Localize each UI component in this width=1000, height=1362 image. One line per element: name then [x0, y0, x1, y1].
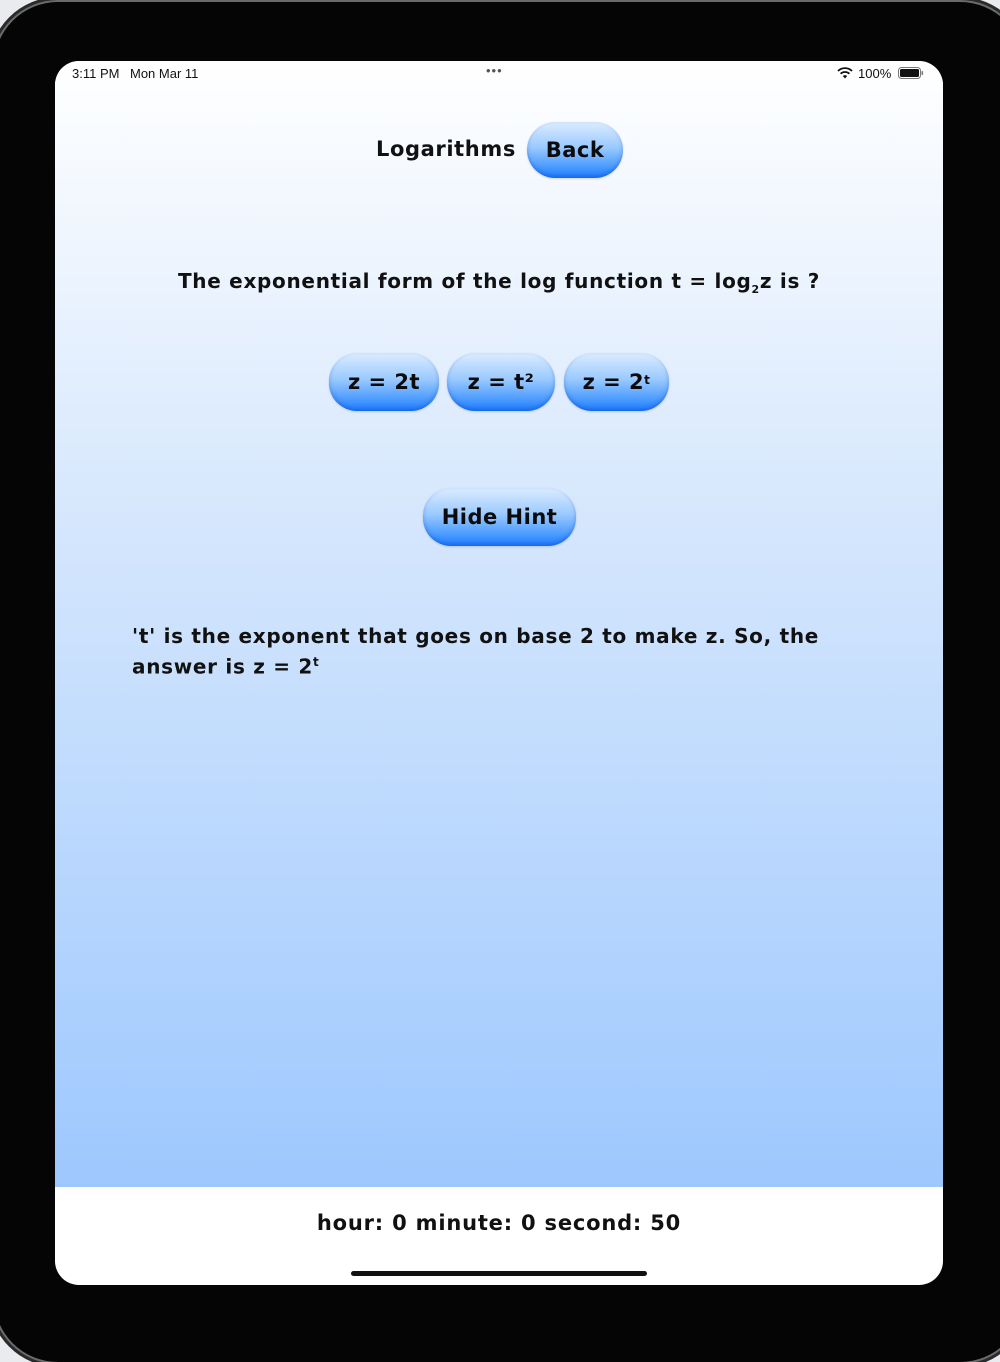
battery-percent: 100%	[858, 66, 892, 81]
content-area	[55, 61, 943, 1187]
answer-2-label: z = t²	[467, 370, 535, 394]
back-button[interactable]: Back	[527, 122, 623, 178]
multitasking-dots-icon[interactable]: •••	[486, 63, 503, 78]
status-time: 3:11 PM	[72, 66, 120, 81]
hint-text	[132, 623, 872, 680]
screen	[55, 61, 943, 1285]
answer-button-3[interactable]	[564, 353, 669, 411]
answer-3-exponent: t	[644, 373, 651, 387]
home-indicator[interactable]	[351, 1271, 647, 1276]
answer-3-label: z = 2	[582, 370, 645, 394]
status-bar	[55, 61, 943, 87]
answer-button-1[interactable]	[329, 353, 439, 411]
question-log-base: 2	[751, 283, 760, 296]
battery-icon	[898, 67, 924, 79]
question-prefix: The exponential form of the log function t = log	[177, 269, 752, 293]
elapsed-timer: hour: 0 minute: 0 second: 50	[316, 1211, 682, 1235]
status-date: Mon Mar 11	[130, 66, 199, 81]
wifi-icon	[837, 67, 853, 79]
hint-body: 't' is the exponent that goes on base 2 to make z. So, the answer is z = 2	[132, 624, 820, 679]
question-text	[55, 269, 943, 296]
answer-button-2[interactable]	[447, 353, 555, 411]
question-suffix: z is ?	[759, 269, 821, 293]
page-title: Logarithms	[376, 137, 516, 161]
hide-hint-button[interactable]: Hide Hint	[423, 488, 576, 546]
answer-1-label: z = 2t	[347, 370, 421, 394]
hint-exponent: t	[312, 655, 320, 669]
